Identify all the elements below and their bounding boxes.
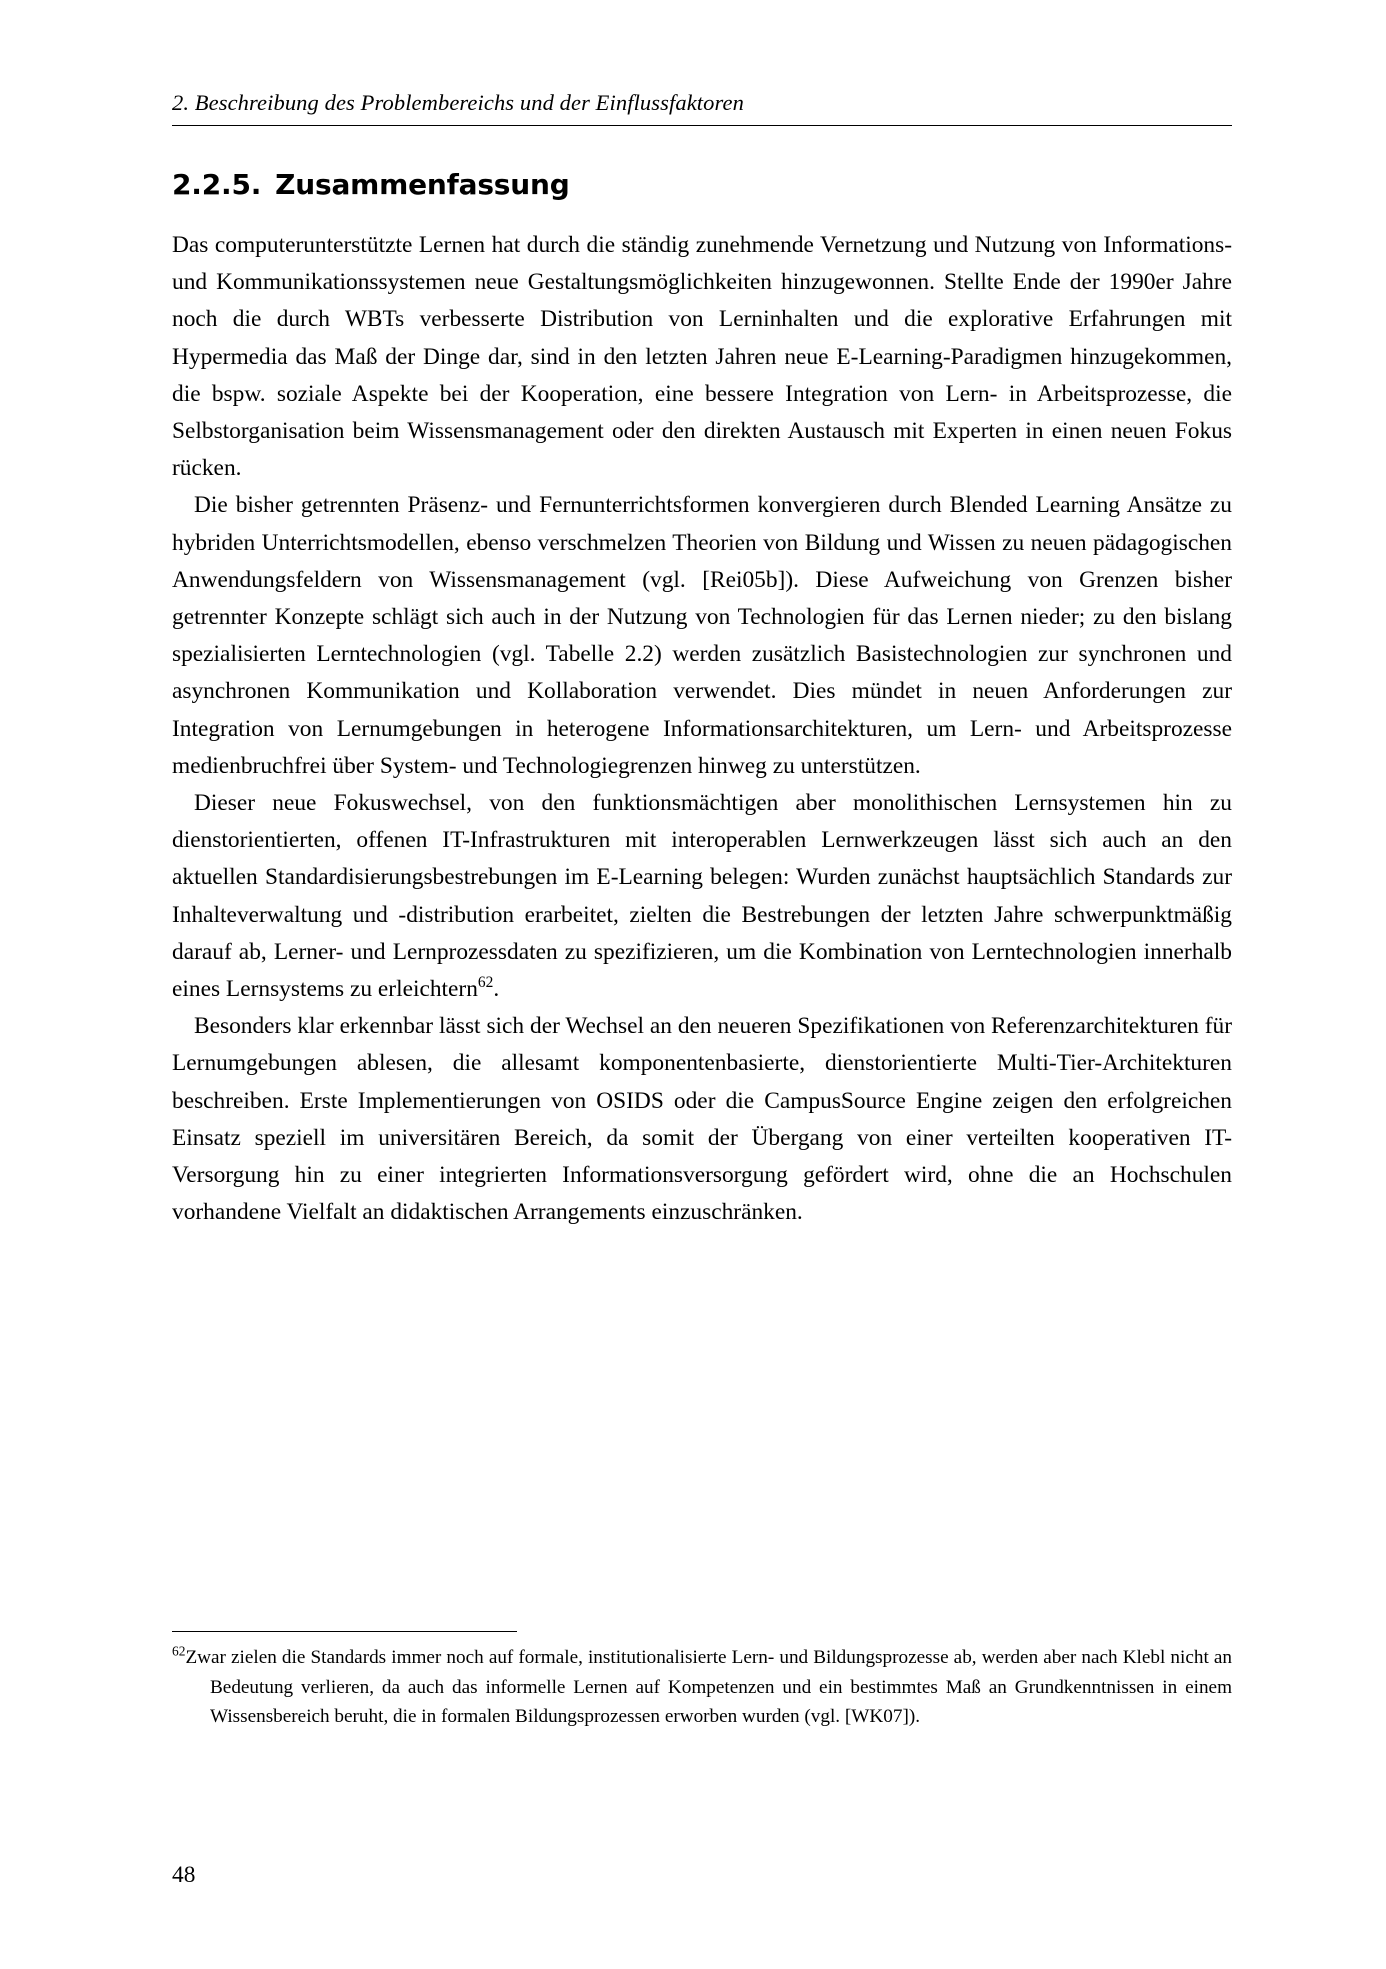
page-number: 48	[172, 1862, 196, 1888]
page-content	[172, 90, 1232, 1231]
footnote-marker: 62	[172, 1643, 186, 1659]
running-head: 2. Beschreibung des Problembereichs und der Einflussfaktoren	[172, 90, 744, 115]
page-title	[172, 168, 1232, 201]
paragraph-4: Besonders klar erkennbar lässt sich der Wechsel an den neueren Spezifikationen von Referenzarchitekturen für Lernumgebungen ablesen, die allesamt komponentenbasierte, dienstorientierte Multi-Tier-Architekturen beschreiben. Erste Implementierungen von OSIDS oder die CampusSource Engine zeigen den erfolgreichen Einsatz speziell im universitären Bereich, da somit der Übergang von einer verteilten kooperativen IT-Versorgung hin zu einer integrierten Informationsversorgung gefördert wird, ohne die an Hochschulen vorhandene Vielfalt an didaktischen Arrangements einzuschränken.	[172, 1013, 1232, 1226]
paragraph-3-text: Dieser neue Fokuswechsel, von den funktionsmächtigen aber monolithischen Lernsystemen hin zu dienstorientierten, offenen IT-Infrastrukturen mit interoperablen Lernwerkzeugen lässt sich auch an den aktuellen Standardisierungsbestrebungen im E-Learning belegen: Wurden zunächst hauptsächlich Standards zur Inhalteverwaltung und -distribution erarbeitet, zielten die Bestrebungen der letzten Jahre schwerpunktmäßig darauf ab, Lerner- und Lernprozessdaten zu spezifizieren, um die Kombination von Lerntechnologien innerhalb eines Lernsystems zu erleichtern	[172, 790, 1232, 1003]
footnote-rule	[172, 1631, 517, 1632]
footnote-area	[172, 1631, 1232, 1732]
paragraph-2: Die bisher getrennten Präsenz- und Fernunterrichtsformen konvergieren durch Blended Learning Ansätze zu hybriden Unterrichtsmodellen, ebenso verschmelzen Theorien von Bildung und Wissen zu neuen pädagogischen Anwendungsfeldern von Wissensmanagement (vgl. [Rei05b]). Diese Aufweichung von Grenzen bisher getrennter Konzepte schlägt sich auch in der Nutzung von Technologien für das Lernen nieder; zu den bislang spezialisierten Lerntechnologien (vgl. Tabelle 2.2) werden zusätzlich Basistechnologien zur synchronen und asynchronen Kommunikation und Kollaboration verwendet. Dies mündet in neuen Anforderungen zur Integration von Lernumgebungen in heterogene Informationsarchitekturen, um Lern- und Arbeitsprozesse medienbruchfrei über System- und Technologiegrenzen hinweg zu unterstützen.	[172, 492, 1232, 779]
footnote-reference-62[interactable]: 62	[477, 974, 494, 992]
paragraph-3-tail: .	[493, 976, 500, 1003]
paragraph-3	[172, 785, 1232, 1008]
section-heading-text: Zusammenfassung	[275, 168, 570, 201]
footnote-62	[172, 1643, 1232, 1732]
header-rule	[172, 125, 1232, 126]
section-number: 2.2.5.	[172, 168, 262, 201]
paragraph-1: Das computerunterstützte Lernen hat durch die ständig zunehmende Vernetzung und Nutzung von Informations- und Kommunikationssystemen neue Gestaltungsmöglichkeiten hinzugewonnen. Stellte Ende der 1990er Jahre noch die durch WBTs verbesserte Distribution von Lerninhalten und die explorative Erfahrungen mit Hypermedia das Maß der Dinge dar, sind in den letzten Jahren neue E-Learning-Paradigmen hinzugekommen, die bspw. soziale Aspekte bei der Kooperation, eine bessere Integration von Lern- in Arbeitsprozesse, die Selbstorganisation beim Wissensmanagement oder den direkten Austausch mit Experten in einen neuen Fokus rücken.	[172, 232, 1232, 482]
footnote-text: Zwar zielen die Standards immer noch auf formale, institutionalisierte Lern- und Bildungsprozesse ab, werden aber nach Klebl nicht an Bedeutung verlieren, da auch das informelle Lernen auf Kompetenzen und ein bestimmtes Maß an Grundkenntnissen in einem Wissensbereich beruht, die in formalen Bildungsprozessen erworben wurden (vgl. [WK07]).	[185, 1647, 1232, 1727]
